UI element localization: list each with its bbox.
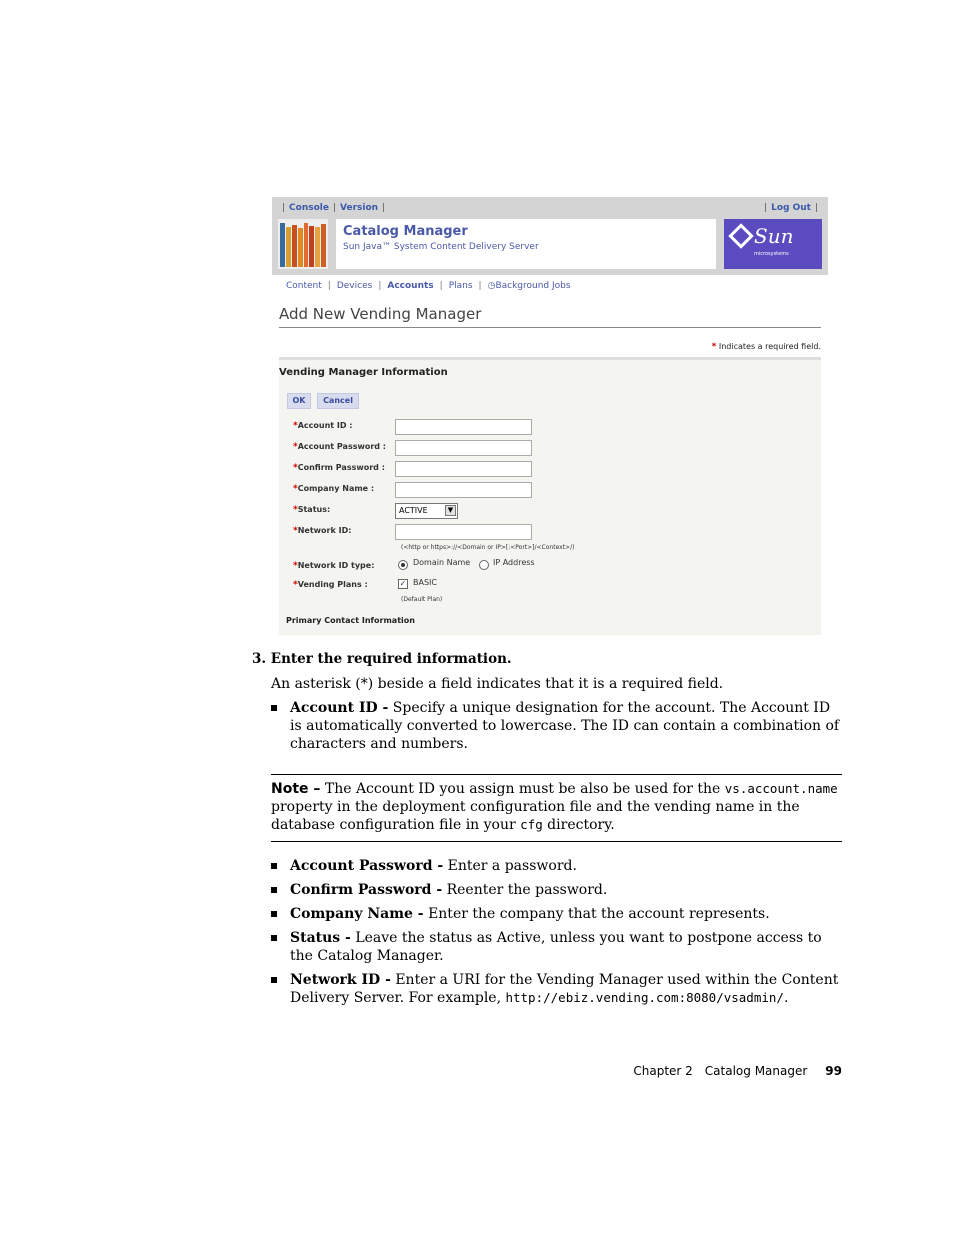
nav-content[interactable]: Content (286, 281, 322, 291)
radio-ip-label: IP Address (493, 558, 535, 567)
status-select[interactable] (395, 503, 458, 519)
console-link[interactable]: Console (289, 203, 329, 213)
status-value: ACTIVE (399, 506, 428, 515)
ok-button[interactable]: OK (287, 393, 311, 409)
bullet-status: Status - Leave the status as Active, unless you want to postpone access to the Catalog Manager. (271, 929, 842, 965)
top-right-links: | Log Out | (764, 203, 818, 213)
required-note (712, 342, 821, 352)
step-heading: 3. Enter the required information. (252, 651, 512, 667)
nav-background-jobs[interactable]: Background Jobs (495, 281, 571, 291)
sun-logo-tiny: microsystems (754, 251, 789, 257)
books-image (278, 219, 328, 269)
plan-basic-checkbox[interactable]: ✓ (399, 579, 407, 588)
nav-plans[interactable]: Plans (448, 281, 473, 291)
bullet-network-id: Network ID - Enter a URI for the Vending Manager used within the Content Delivery Server. For example, http://ebiz.vending.com:8080/vsadmin/. (271, 971, 842, 1007)
network-id-hint: (<http or https>://<Domain or IP>[:<Port>]/<Context>/) (401, 544, 575, 551)
required-note-text: Indicates a required field. (718, 342, 821, 351)
sun-logo-icon (728, 223, 753, 248)
page-footer (633, 1064, 842, 1078)
company-name-label: *Company Name : (293, 484, 375, 494)
heading-rule (279, 327, 821, 328)
note-top-rule (271, 774, 842, 775)
app-subtitle: Sun Java™ System Content Delivery Server (343, 242, 539, 252)
account-id-label: *Account ID : (293, 421, 353, 431)
account-id-input[interactable] (395, 419, 532, 435)
version-link[interactable]: Version (340, 203, 379, 213)
primary-contact-title: Primary Contact Information (286, 616, 415, 625)
note-bottom-rule (271, 841, 842, 842)
code-vs-account-name: vs.account.name (724, 781, 838, 796)
panel-top-bar (279, 357, 821, 360)
plan-basic-label: BASIC (413, 578, 437, 587)
radio-domain-name[interactable] (398, 560, 408, 570)
title-box (336, 219, 716, 269)
radio-domain-label: Domain Name (413, 558, 471, 567)
confirm-password-label: *Confirm Password : (293, 463, 385, 473)
bullet-account-password: Account Password - Enter a password. (271, 857, 842, 875)
sun-logo (724, 219, 822, 269)
footer-title: Catalog Manager (704, 1064, 808, 1078)
radio-ip-address[interactable] (479, 560, 489, 570)
bullet-marker (271, 705, 277, 711)
network-id-label: *Network ID: (293, 526, 352, 536)
page-number: 99 (825, 1064, 842, 1078)
confirm-password-input[interactable] (395, 461, 532, 477)
bullet-company-name: Company Name - Enter the company that the account represents. (271, 905, 842, 923)
code-example-uri: http://ebiz.vending.com:8080/vsadmin/ (505, 990, 784, 1005)
bullet-account-id: Account ID - Specify a unique designation for the account. The Account ID is automatically converted to lowercase. The ID can contain a combination of characters and numbers. (271, 699, 842, 753)
code-cfg: cfg (520, 817, 543, 832)
account-password-label: *Account Password : (293, 442, 387, 452)
form-panel (279, 357, 821, 635)
clock-icon: ◷ (487, 281, 496, 291)
embedded-screenshot (272, 197, 828, 635)
bullet-confirm-password: Confirm Password - Reenter the password. (271, 881, 842, 899)
note-block: Note – The Account ID you assign must be also be used for the vs.account.name property in the deployment configuration file and the vending name in the database configuration file in your cfg directory. (271, 781, 838, 833)
logout-link[interactable]: Log Out (771, 203, 811, 213)
company-name-input[interactable] (395, 482, 532, 498)
status-label: *Status: (293, 505, 331, 515)
page-heading: Add New Vending Manager (279, 305, 482, 323)
vending-plans-label: *Vending Plans : (293, 580, 368, 590)
network-id-input[interactable] (395, 524, 532, 540)
account-password-input[interactable] (395, 440, 532, 456)
top-links: | Console | Version | (282, 203, 386, 213)
required-star: * (711, 342, 717, 352)
note-label: Note – (271, 781, 321, 797)
chevron-down-icon[interactable]: ▼ (445, 505, 456, 516)
nav-devices[interactable]: Devices (336, 281, 373, 291)
banner (272, 217, 828, 275)
top-bar (272, 197, 828, 217)
section-title: Vending Manager Information (279, 367, 448, 378)
footer-chapter: Chapter 2 (633, 1064, 693, 1078)
app-title: Catalog Manager (343, 224, 468, 239)
intro-paragraph: An asterisk (*) beside a field indicates that it is a required field. (271, 676, 724, 692)
sun-logo-text: Sun (754, 224, 794, 248)
network-id-type-label: *Network ID type: (293, 561, 375, 571)
nav-accounts[interactable]: Accounts (387, 281, 434, 291)
cancel-button[interactable]: Cancel (317, 393, 359, 409)
main-nav: Content | Devices | Accounts | Plans | ◷Background Jobs (286, 281, 571, 291)
plan-hint: (Default Plan) (401, 596, 443, 603)
